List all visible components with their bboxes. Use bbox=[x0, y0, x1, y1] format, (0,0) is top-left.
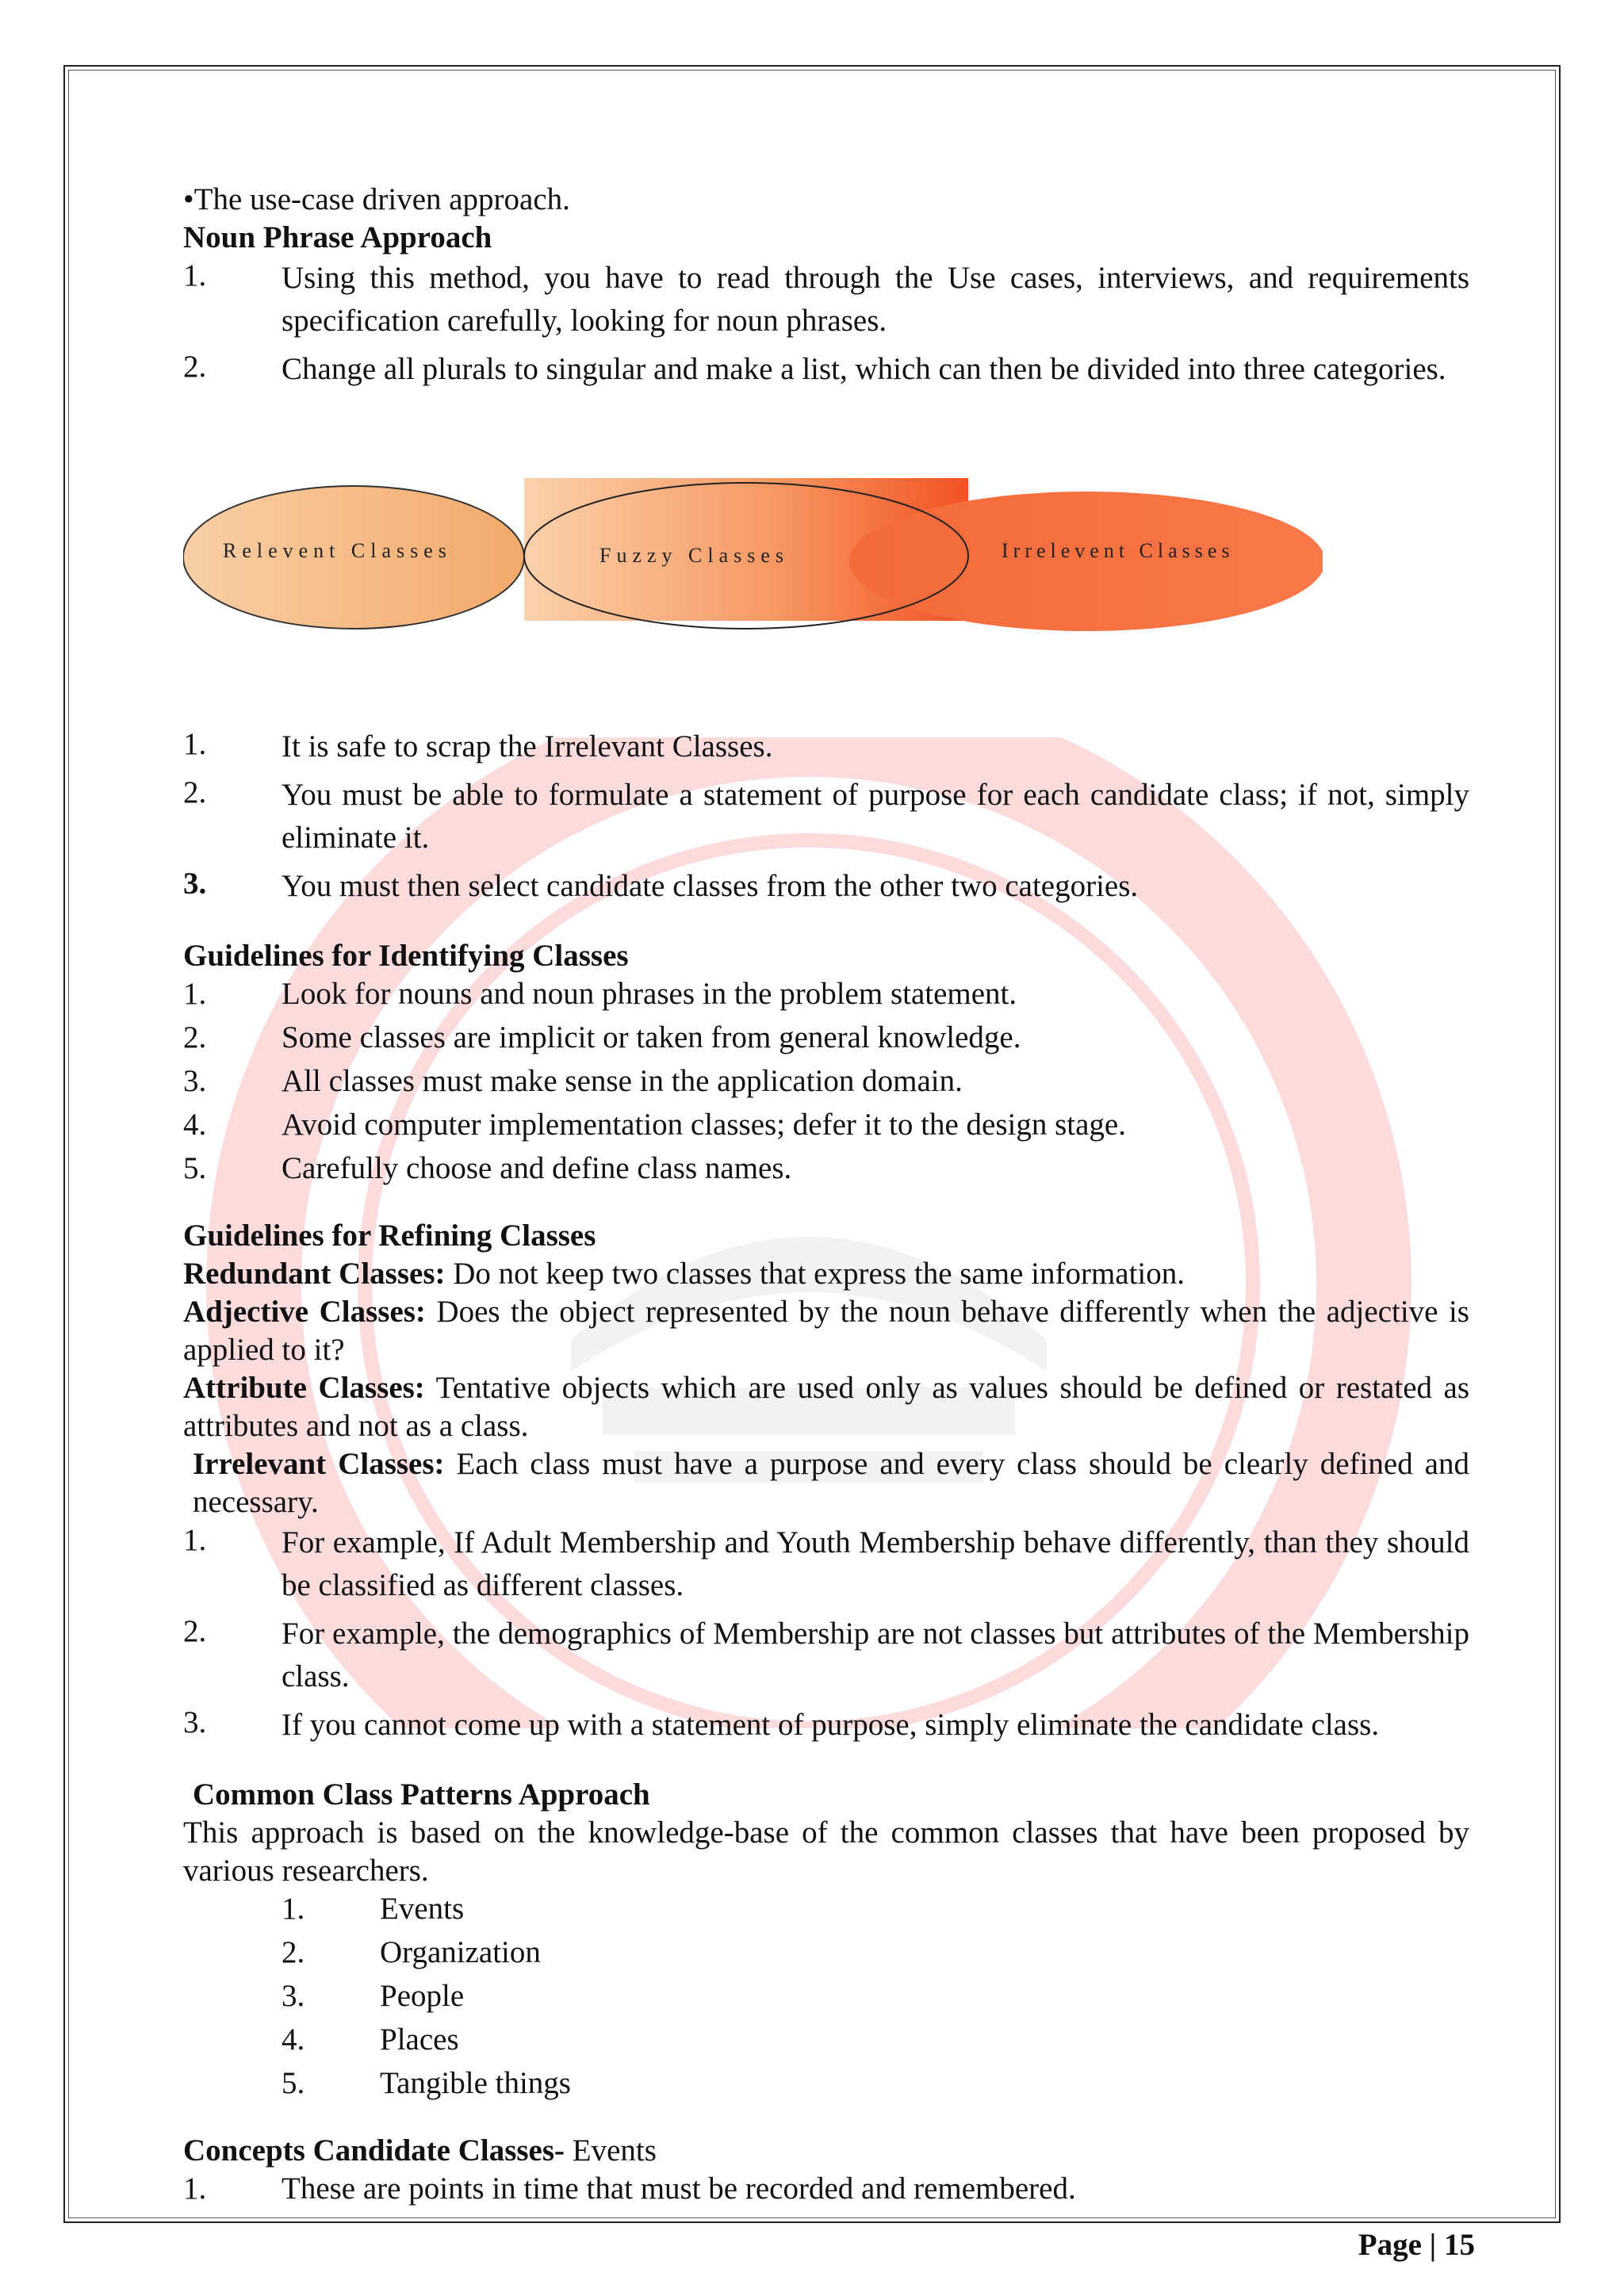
list-item bbox=[183, 2021, 1469, 2059]
list-item bbox=[183, 774, 1469, 859]
list-text: For example, the demographics of Membership are not classes but attributes of the Membership class. bbox=[282, 1617, 1469, 1693]
list-text: Carefully choose and define class names. bbox=[282, 1151, 792, 1185]
list-item bbox=[183, 2064, 1469, 2103]
list-item bbox=[183, 1704, 1469, 1747]
term-label: Adjective Classes: bbox=[183, 1295, 426, 1329]
list-text: Look for nouns and noun phrases in the problem statement. bbox=[282, 977, 1017, 1011]
noun-phrase-heading: Noun Phrase Approach bbox=[183, 220, 492, 254]
list-number: 4. bbox=[282, 2022, 305, 2057]
list-text: You must be able to formulate a statement of purpose for each candidate class; if not, simply eliminate it. bbox=[282, 778, 1469, 855]
list-item bbox=[183, 865, 1469, 908]
list-item bbox=[183, 1934, 1469, 1972]
list-number: 5. bbox=[282, 2066, 305, 2100]
list-number: 2. bbox=[183, 775, 207, 809]
list-text: Using this method, you have to read through the Use cases, interviews, and requirements specification carefully, looking for noun phrases. bbox=[282, 261, 1469, 338]
list-number: 1. bbox=[183, 258, 207, 293]
list-item bbox=[183, 725, 1469, 768]
list-item bbox=[183, 1062, 1469, 1100]
refining-paragraph bbox=[183, 1293, 1469, 1369]
list-item bbox=[183, 1521, 1469, 1607]
list-text: Change all plurals to singular and make a list, which can then be divided into three categories. bbox=[282, 352, 1446, 386]
list-number: 2. bbox=[282, 1935, 305, 1969]
list-item bbox=[183, 1977, 1469, 2015]
list-item bbox=[183, 1890, 1469, 1928]
refining-heading: Guidelines for Refining Classes bbox=[183, 1219, 596, 1253]
patterns-intro: This approach is based on the knowledge-base of the common classes that have been proposed by various researchers. bbox=[183, 1816, 1469, 1888]
list-text: Places bbox=[380, 2022, 459, 2057]
list-text: For example, If Adult Membership and Youth Membership behave differently, than they should be classified as different classes. bbox=[282, 1525, 1469, 1602]
term-label: Irrelevant Classes: bbox=[193, 1447, 445, 1481]
term-label: Redundant Classes: bbox=[183, 1257, 446, 1291]
concepts-heading: Concepts Candidate Classes- bbox=[183, 2133, 565, 2168]
list-number: 5. bbox=[183, 1151, 207, 1185]
page-number: Page | 15 bbox=[1358, 2228, 1475, 2262]
list-number: 1. bbox=[183, 727, 207, 761]
list-number: 4. bbox=[183, 1108, 207, 1142]
list-number: 1. bbox=[183, 1523, 207, 1557]
relevant-label: Relevent Classes bbox=[223, 539, 452, 562]
list-item bbox=[183, 1150, 1469, 1188]
page-content bbox=[183, 181, 1469, 2214]
refining-paragraph bbox=[183, 1255, 1469, 1293]
concepts-heading-line bbox=[183, 2132, 1469, 2170]
list-text: These are points in time that must be recorded and remembered. bbox=[282, 2172, 1076, 2206]
list-number: 1. bbox=[183, 977, 207, 1011]
list-item bbox=[183, 257, 1469, 342]
list-text: You must then select candidate classes from the other two categories. bbox=[282, 869, 1139, 903]
identifying-heading: Guidelines for Identifying Classes bbox=[183, 939, 629, 973]
list-text: Events bbox=[380, 1892, 465, 1926]
list-item bbox=[183, 1106, 1469, 1144]
list-number: 3. bbox=[183, 1064, 207, 1098]
list-item bbox=[183, 2170, 1469, 2208]
list-text: All classes must make sense in the application domain. bbox=[282, 1064, 963, 1098]
list-text: People bbox=[380, 1979, 465, 2013]
patterns-heading: Common Class Patterns Approach bbox=[193, 1777, 650, 1812]
list-item bbox=[183, 1613, 1469, 1698]
list-item bbox=[183, 1019, 1469, 1057]
list-number: 2. bbox=[183, 350, 207, 384]
list-number: 2. bbox=[183, 1020, 207, 1054]
list-text: Avoid computer implementation classes; defer it to the design stage. bbox=[282, 1108, 1126, 1142]
list-number: 3. bbox=[282, 1979, 305, 2013]
list-number: 1. bbox=[183, 2172, 207, 2206]
list-text: It is safe to scrap the Irrelevant Classes. bbox=[282, 729, 773, 763]
list-text: Tangible things bbox=[380, 2066, 571, 2100]
fuzzy-label: Fuzzy Classes bbox=[599, 544, 790, 567]
intro-line: •The use-case driven approach. bbox=[183, 182, 570, 216]
patterns-list bbox=[183, 1890, 1469, 2103]
refining-paragraph bbox=[183, 1445, 1469, 1521]
term-text: Does the object represented by the noun behave differently when the adjective is applied to it? bbox=[183, 1295, 1469, 1367]
list-text: Some classes are implicit or taken from general knowledge. bbox=[282, 1020, 1021, 1054]
list-number: 1. bbox=[282, 1892, 305, 1926]
list-text: Organization bbox=[380, 1935, 541, 1969]
class-categories-diagram bbox=[183, 478, 1469, 676]
term-text: Each class must have a purpose and every class should be clearly defined and necessary. bbox=[193, 1447, 1469, 1519]
list-text: If you cannot come up with a statement of purpose, simply eliminate the candidate class. bbox=[282, 1708, 1380, 1742]
irrelevant-label: Irrelevent Classes bbox=[1002, 539, 1235, 562]
list-number: 3. bbox=[183, 867, 207, 901]
list-item bbox=[183, 348, 1469, 391]
list-item bbox=[183, 975, 1469, 1013]
refining-paragraph bbox=[183, 1369, 1469, 1445]
term-text: Tentative objects which are used only as values should be defined or restated as attributes and not as a class. bbox=[183, 1371, 1469, 1443]
term-text: Do not keep two classes that express the same information. bbox=[445, 1257, 1185, 1291]
term-label: Attribute Classes: bbox=[183, 1371, 425, 1405]
list-number: 3. bbox=[183, 1705, 207, 1739]
concepts-heading-suffix: Events bbox=[565, 2133, 657, 2168]
list-number: 2. bbox=[183, 1614, 207, 1648]
